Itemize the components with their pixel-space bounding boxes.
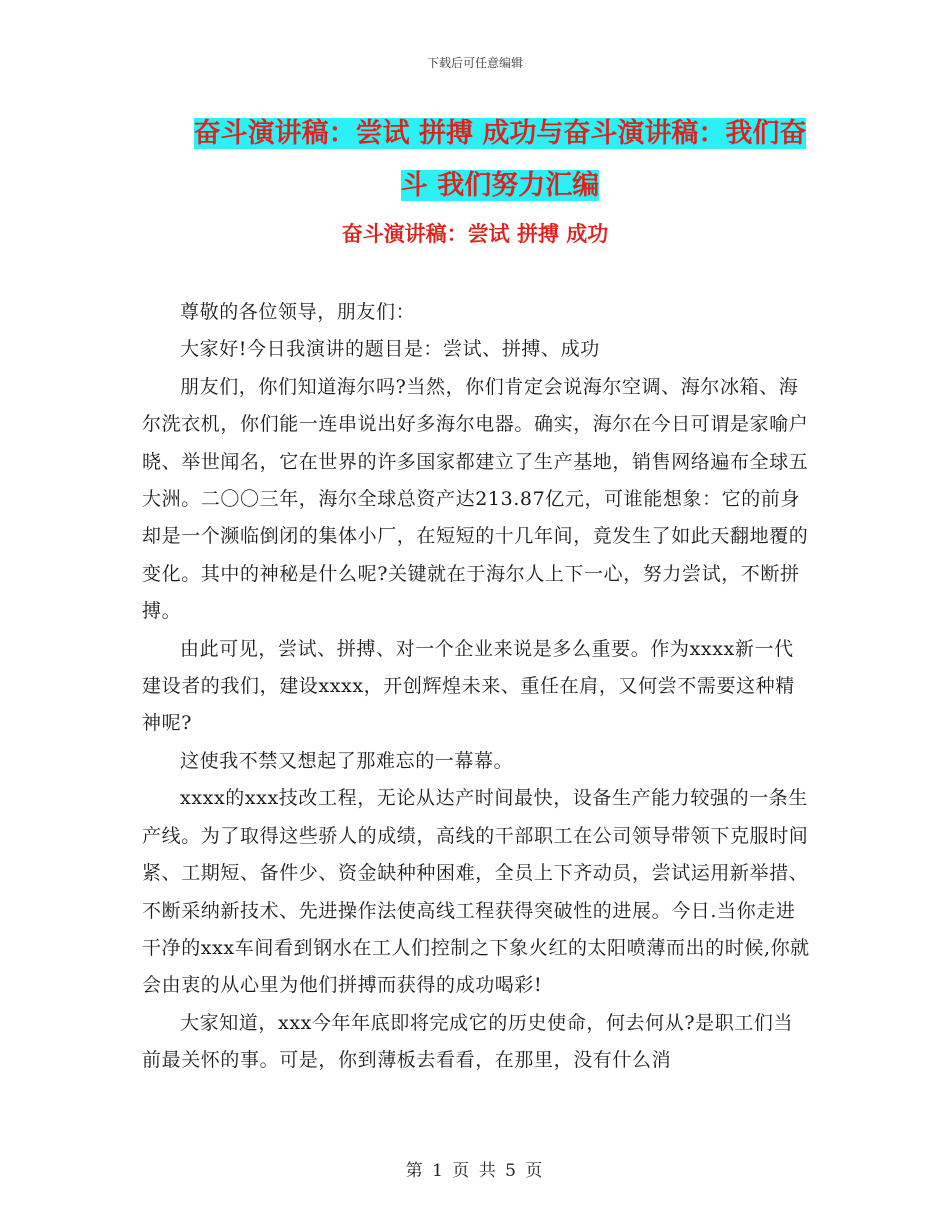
title-highlight: 奋斗演讲稿：尝试 拼搏 成功与奋斗演讲稿：我们奋斗 我们努力汇编 (193, 118, 807, 201)
section-title: 奋斗演讲稿：尝试 拼搏 成功 (341, 221, 609, 246)
paragraph-6: xxxx的xxx技改工程，无论从达产时间最快，设备生产能力较强的一条生产线。为了取得这些骄人的成绩，高线的干部职工在公司领导带领下克服时间紧、工期短、备件少、资金缺种种困难，全员上下齐动员，尝试运用新举措、不断采纳新技术、先进操作法使高线工程获得突破性的进展。今日.当你走进干净的xxx车间看到钢水在工人们控制之下象火红的太阳喷薄而出的时候,你就会由衷的从心里为他们拼搏而获得的成功喝彩! (142, 787, 810, 997)
body-text (142, 294, 810, 1080)
page-footer: 第 1 页 共 5 页 (405, 1161, 545, 1181)
paragraph-7: 大家知道，xxx今年年底即将完成它的历史使命，何去何从?是职工们当前最关怀的事。可是，你到薄板去看看，在那里，没有什么消 (142, 1011, 794, 1072)
paragraph-5: 这使我不禁又想起了那难忘的一幕幕。 (180, 749, 514, 772)
paragraph-3: 朋友们，你们知道海尔吗?当然，你们肯定会说海尔空调、海尔冰箱、海尔洗衣机，你们能一连串说出好多海尔电器。确实，海尔在今日可谓是家喻户晓、举世闻名，它在世界的许多国家都建立了生产基地，销售网络遍布全球五大洲。二〇〇三年，海尔全球总资产达213.87亿元，可谁能想象：它的前身却是一个濒临倒闭的集体小厂，在短短的十几年间，竟发生了如此天翻地覆的变化。其中的神秘是什么呢?关键就在于海尔人上下一心，努力尝试，不断拼搏。 (142, 375, 809, 623)
paragraph-4: 由此可见，尝试、拼搏、对一个企业来说是多么重要。作为xxxx新一代建设者的我们，建设xxxx，开创辉煌未来、重任在肩，又何尝不需要这种精神呢? (142, 637, 795, 735)
document-title (190, 108, 810, 212)
paragraph-2: 大家好!今日我演讲的题目是：尝试、拼搏、成功 (180, 338, 600, 361)
header-note: 下载后可任意编辑 (426, 56, 523, 70)
paragraph-1: 尊敬的各位领导，朋友们： (180, 301, 416, 323)
